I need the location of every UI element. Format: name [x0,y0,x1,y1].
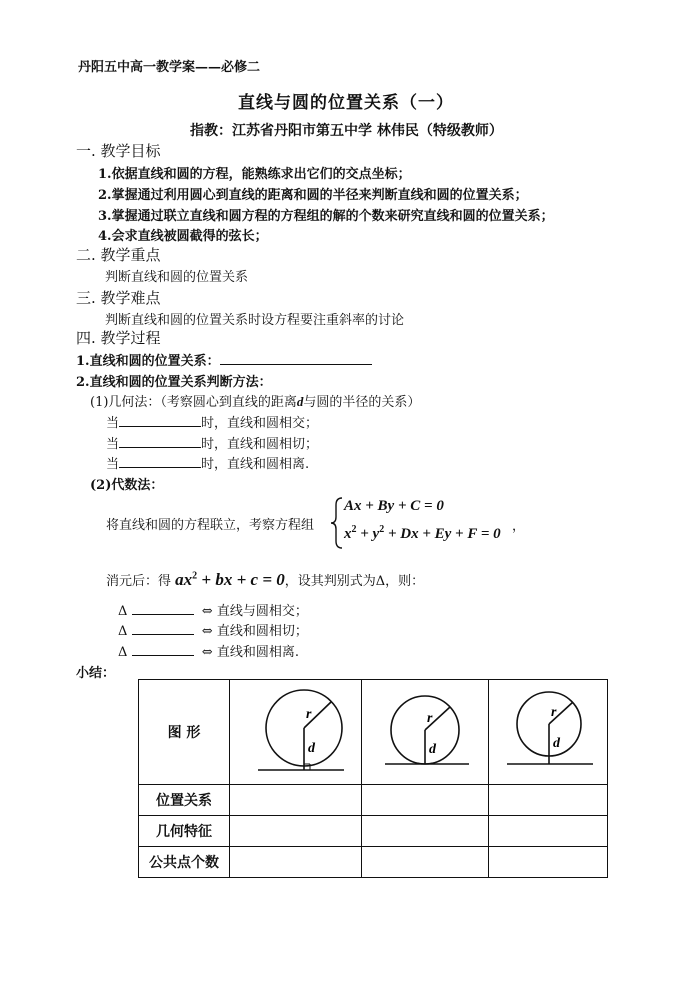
table-cell[interactable] [489,785,608,816]
geo-blank-3[interactable] [119,453,201,468]
distance-label: d [429,742,436,757]
goal-item-1: 1.依据直线和圆的方程，能熟练求出它们的交点坐标； [98,167,411,182]
table-cell[interactable] [489,847,608,878]
delta-line-2 [118,620,308,639]
section2-content: 判断直线和圆的位置关系 [105,270,249,285]
row-header-figure: 图 形 [139,680,230,785]
elim-suffix: ，设其判别式为Δ，则： [284,574,425,589]
elim-sq: 2 [192,570,198,582]
delta-symbol: Δ [118,645,128,660]
alg-intro: 将直线和圆的方程联立，考察方程组 [106,518,315,533]
geo-line-1-text: 时，直线和圆相交； [201,416,319,431]
equation-line: Ax + By + C = 0 [344,498,444,514]
question-1 [76,350,372,369]
delta-result-2: 直线和圆相切； [216,624,308,639]
eq2-y: + y [356,526,380,542]
summary-table [138,679,608,878]
delta-blank-2[interactable] [132,620,194,635]
iff-symbol: ⇔ [201,604,213,619]
delta-result-3: 直线和圆相离. [216,645,299,660]
distance-label: d [307,741,315,756]
row-header-geometry: 几何特征 [139,816,230,847]
radius-label: r [551,705,557,720]
goal-item-4: 4.会求直线被圆截得的弦长； [98,229,268,244]
algebraic-method: (2)代数法： [90,478,164,493]
section3-content: 判断直线和圆的位置关系时设方程要注重斜率的讨论 [105,313,405,328]
eq2-rest: + Dx + Ey + F = 0 [384,526,501,542]
geo-line-2 [106,433,318,452]
question-1-text: 1.直线和圆的位置关系： [76,354,220,369]
geometric-method [90,391,420,410]
question-2: 2.直线和圆的位置关系判断方法： [76,375,272,390]
delta-blank-1[interactable] [132,600,194,615]
table-cell[interactable] [362,847,489,878]
elim-rest: + bx + c = 0 [197,570,285,589]
figure-separate [489,680,608,785]
equation-circle [344,524,501,543]
elim-equation [175,570,285,589]
table-cell[interactable] [230,785,362,816]
elim-ax: ax [175,570,193,589]
system-comma: ， [512,519,526,534]
iff-symbol: ⇔ [201,645,213,660]
page-title: 直线与圆的位置关系（一） [238,93,454,113]
delta-line-3 [118,641,299,660]
section2-heading: 二. 教学重点 [76,246,161,264]
geo-line-1 [106,412,318,431]
figure-intersect [230,680,362,785]
when-label: 当 [106,416,120,431]
eq2-sq-2: 2 [379,524,385,535]
figure-tangent [362,680,489,785]
table-cell[interactable] [230,816,362,847]
circle-intersect-diagram [236,680,356,780]
delta-symbol: Δ [118,604,128,619]
geo-suffix: 与圆的半径的关系） [303,395,421,410]
geo-prefix: (1)几何法：（考察圆心到直线的距离 [90,395,297,410]
circle-separate-diagram [493,680,603,780]
answer-blank-1[interactable] [220,350,372,365]
goal-item-2: 2.掌握通过利用圆心到直线的距离和圆的半径来判断直线和圆的位置关系； [98,188,528,203]
byline: 指教：江苏省丹阳市第五中学 林伟民（特级教师） [190,123,503,139]
row-header-relation: 位置关系 [139,785,230,816]
geo-d: d [296,394,304,409]
geo-line-2-text: 时，直线和圆相切； [201,437,319,452]
geo-line-3 [106,453,309,472]
delta-line-1 [118,600,308,619]
circle-tangent-diagram [365,680,485,780]
delta-blank-3[interactable] [132,641,194,656]
delta-result-1: 直线与圆相交； [216,604,308,619]
geo-blank-2[interactable] [119,433,201,448]
when-label: 当 [106,437,120,452]
geo-line-3-text: 时，直线和圆相离. [201,457,310,472]
eq2-x: x [344,526,352,542]
section3-heading: 三. 教学难点 [76,289,161,307]
elim-prefix: 消元后：得 [106,574,172,589]
delta-symbol: Δ [118,624,128,639]
table-row [139,680,608,785]
elimination-line [106,570,424,590]
header-label: 丹阳五中高一教学案——必修二 [78,60,261,75]
eq2-sq-1: 2 [351,524,357,535]
distance-label: d [553,736,560,751]
section1-heading: 一. 教学目标 [76,142,161,160]
table-cell[interactable] [362,816,489,847]
goal-item-3: 3.掌握通过联立直线和圆方程的方程组的解的个数来研究直线和圆的位置关系； [98,209,554,224]
iff-symbol: ⇔ [201,624,213,639]
radius-label: r [305,707,311,722]
table-row [139,847,608,878]
table-row [139,785,608,816]
table-cell[interactable] [489,816,608,847]
radius-label: r [427,711,433,726]
table-cell[interactable] [362,785,489,816]
row-header-common-points: 公共点个数 [139,847,230,878]
table-row [139,816,608,847]
summary-label: 小结： [76,666,116,681]
geo-blank-1[interactable] [119,412,201,427]
section4-heading: 四. 教学过程 [76,329,161,347]
system-brace [330,497,344,549]
when-label: 当 [106,457,120,472]
table-cell[interactable] [230,847,362,878]
